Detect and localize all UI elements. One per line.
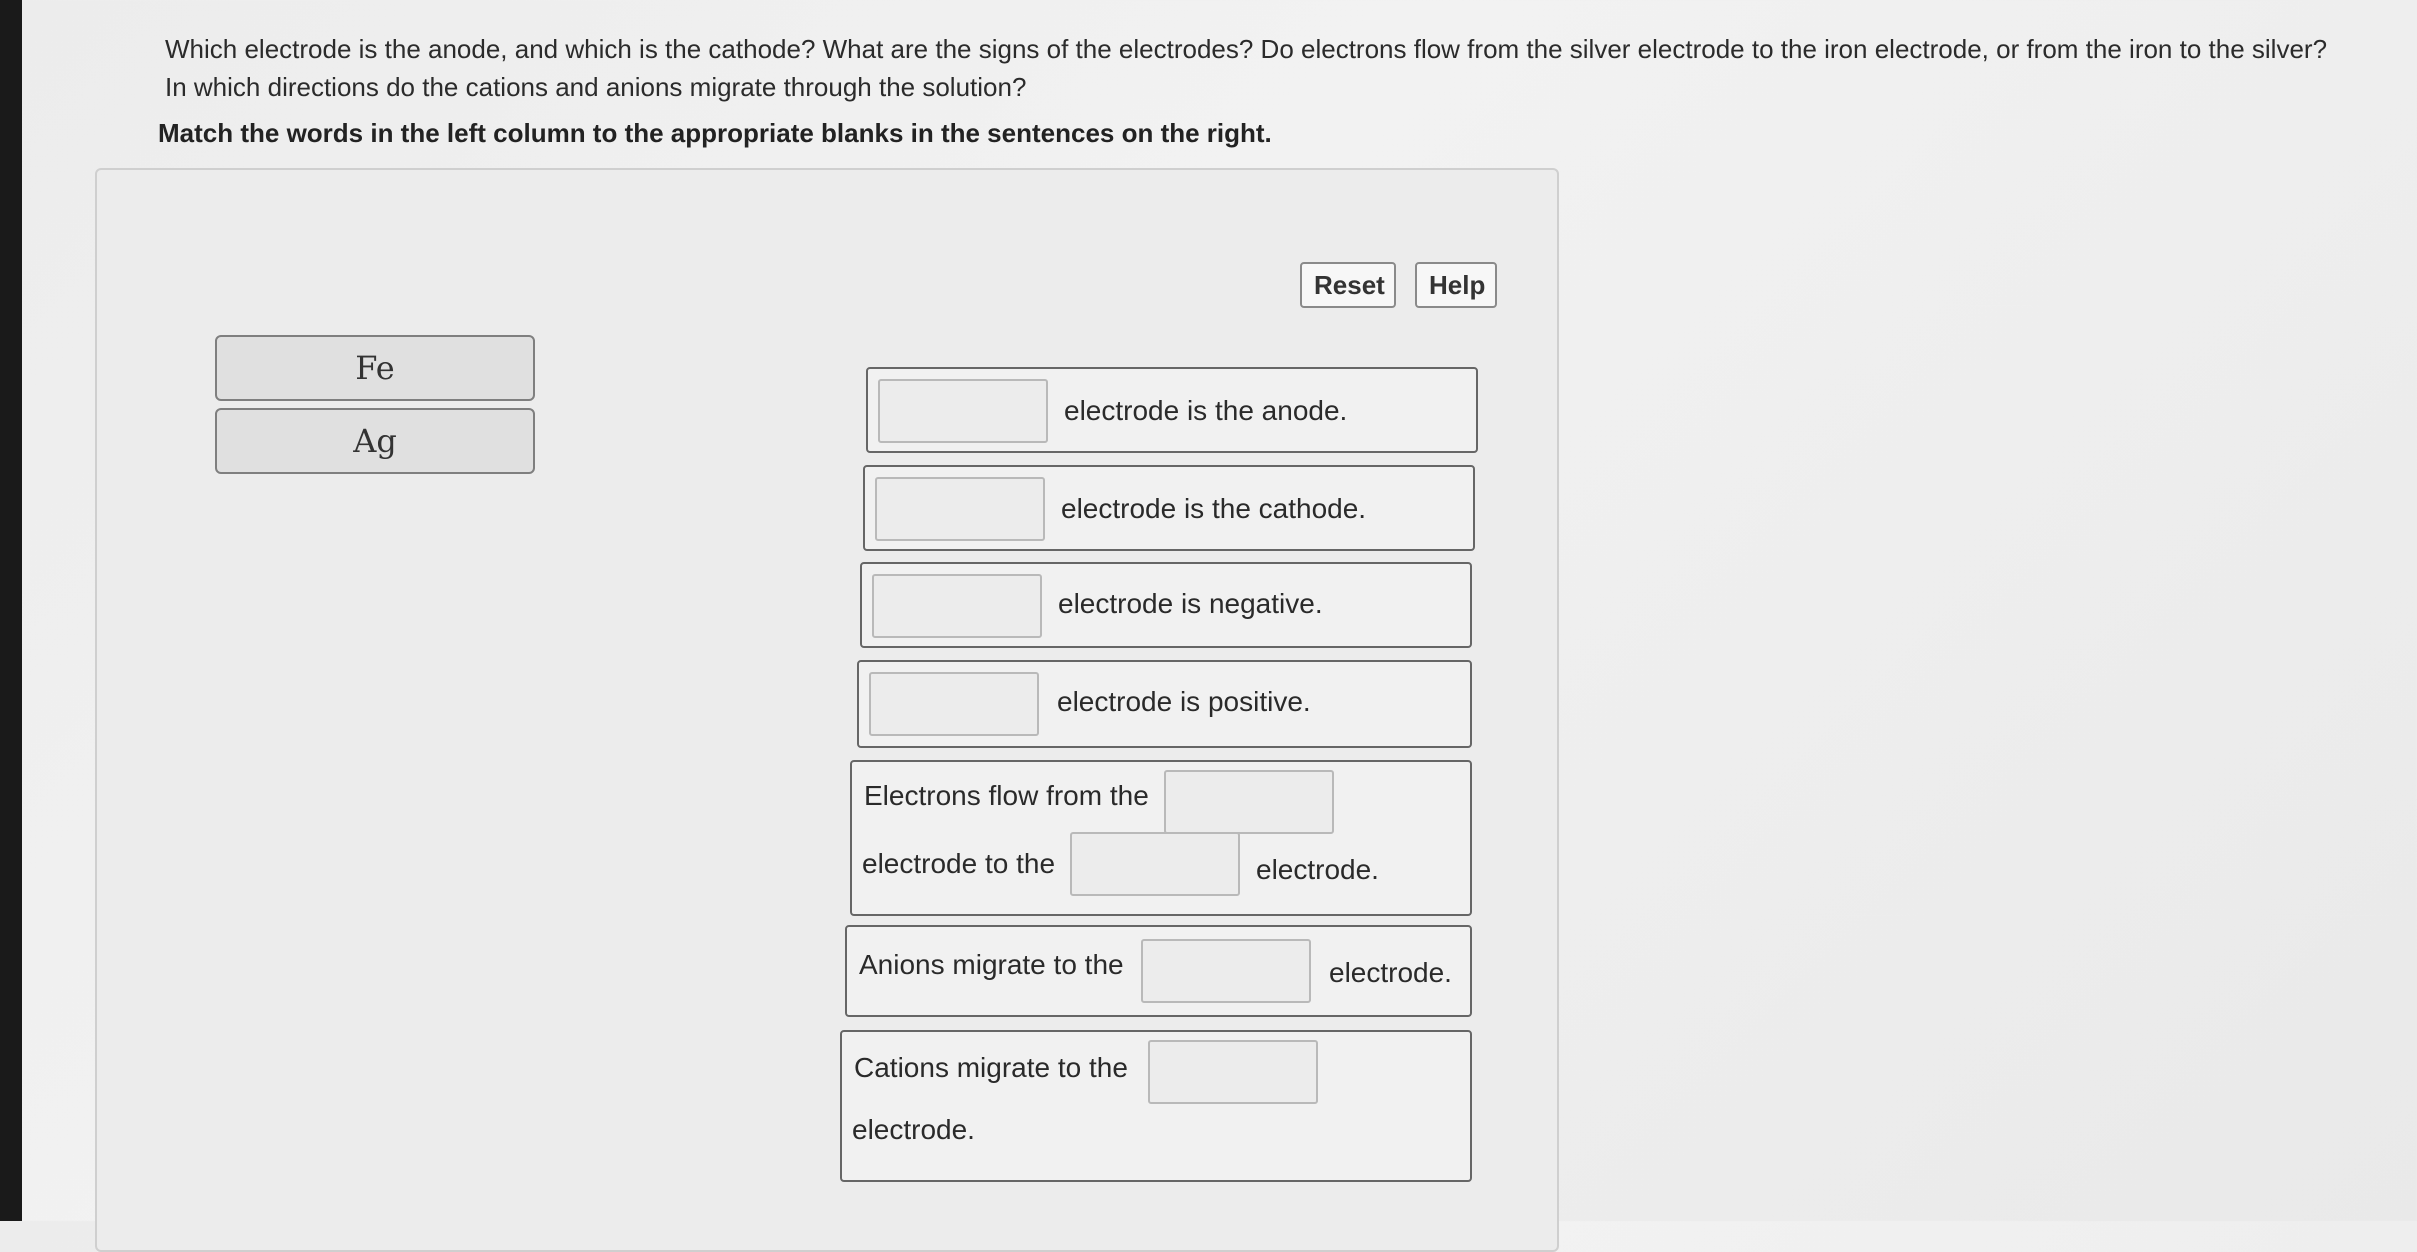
sentence-negative-text: electrode is negative. bbox=[1058, 588, 1323, 619]
reset-button[interactable]: Reset bbox=[1300, 262, 1396, 308]
sentence-electron-flow bbox=[850, 760, 1472, 916]
help-button[interactable]: Help bbox=[1415, 262, 1497, 308]
drop-target-cathode[interactable] bbox=[875, 477, 1045, 541]
electron-flow-text-start: Electrons flow from the bbox=[864, 780, 1149, 811]
anions-text-start: Anions migrate to the bbox=[859, 949, 1124, 980]
cations-text-end: electrode. bbox=[852, 1114, 975, 1145]
sentence-cathode bbox=[863, 465, 1475, 551]
drop-target-anode[interactable] bbox=[878, 379, 1048, 443]
sentence-anode-text: electrode is the anode. bbox=[1064, 395, 1348, 426]
drop-target-negative[interactable] bbox=[872, 574, 1042, 638]
drop-target-electron-destination[interactable] bbox=[1070, 832, 1240, 896]
drop-target-anions[interactable] bbox=[1141, 939, 1311, 1003]
electron-flow-text-end: electrode. bbox=[1256, 854, 1379, 885]
option-fe[interactable]: Fe bbox=[215, 335, 535, 401]
sentence-negative bbox=[860, 562, 1472, 648]
drop-target-positive[interactable] bbox=[869, 672, 1039, 736]
cations-text-start: Cations migrate to the bbox=[854, 1052, 1128, 1083]
sentence-anode bbox=[866, 367, 1478, 453]
drop-target-electron-source[interactable] bbox=[1164, 770, 1334, 834]
option-ag[interactable]: Ag bbox=[215, 408, 535, 474]
question-text: Which electrode is the anode, and which is the cathode? What are the signs of the electrodes? Do electrons flow from the silver electrode to the iron electrode, or from the iron to the silver? In which directions do the cations and anions migrate through the solution? bbox=[165, 34, 2328, 102]
electron-flow-text-mid: electrode to the bbox=[862, 848, 1056, 879]
screen-edge bbox=[0, 0, 22, 1221]
sentence-cathode-text: electrode is the cathode. bbox=[1061, 493, 1367, 524]
sentence-positive bbox=[857, 660, 1472, 748]
instruction-text: Match the words in the left column to the appropriate blanks in the sentences on the right. bbox=[158, 118, 1272, 148]
sentence-cations bbox=[840, 1030, 1472, 1182]
sentence-anions bbox=[845, 925, 1472, 1017]
anions-text-end: electrode. bbox=[1329, 957, 1452, 988]
drop-target-cations[interactable] bbox=[1148, 1040, 1318, 1104]
sentence-positive-text: electrode is positive. bbox=[1057, 686, 1311, 717]
